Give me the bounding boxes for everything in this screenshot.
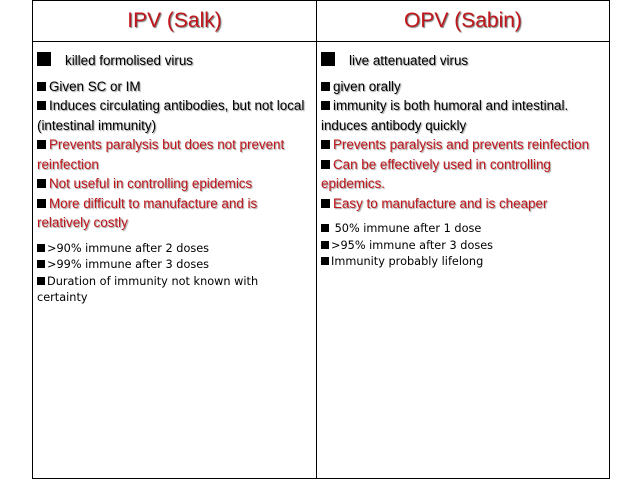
ipv-point-1 [37,51,312,71]
opv-point-text: Can be effectively used in controlling epidemics. [321,156,551,191]
ipv-point-4 [37,135,312,174]
ipv-fact-3 [37,274,312,307]
opv-point-text: immunity is both humoral and intestinal. induces antibody quickly [321,98,569,133]
opv-point-text: live attenuated virus [349,53,469,68]
opv-fact-text: Immunity probably lifelong [331,255,484,268]
header-row [33,1,610,42]
square-bullet-icon [37,179,46,188]
opv-fact-1 [321,221,605,238]
ipv-point-text: Not useful in controlling epidemics [49,176,253,191]
ipv-point-text: killed formolised virus [65,53,193,68]
opv-point-2 [321,77,605,97]
opv-point-text: given orally [333,78,401,94]
ipv-point-text: Given SC or IM [49,78,141,94]
opv-column [317,42,610,479]
square-bullet-icon [321,140,330,149]
opv-point-6 [321,194,605,214]
opv-point-1 [321,51,605,71]
ipv-header: IPV (Salk) [33,1,317,42]
ipv-fact-1 [37,241,312,258]
body-row [33,42,610,479]
square-bullet-icon [321,160,330,169]
square-bullet-icon [37,199,46,208]
ipv-point-6 [37,194,312,233]
square-bullet-icon [321,257,329,265]
square-bullet-icon [37,260,45,268]
opv-point-4 [321,135,605,155]
opv-fact-text: 50% immune after 1 dose [331,222,482,235]
opv-header: OPV (Sabin) [317,1,610,42]
ipv-point-2 [37,77,312,97]
comparison-table [32,0,610,479]
square-bullet-icon [321,241,329,249]
ipv-point-text: Prevents paralysis but does not prevent reinfection [37,137,285,172]
square-bullet-icon [321,101,330,110]
square-bullet-icon [37,244,45,252]
opv-point-3 [321,96,605,135]
ipv-point-3 [37,96,312,135]
ipv-fact-text: >90% immune after 2 doses [47,241,210,255]
opv-point-text: Prevents paralysis and prevents reinfection [333,137,590,152]
square-bullet-icon [37,140,46,149]
ipv-fact-2 [37,257,312,274]
ipv-column [33,42,317,479]
square-bullet-icon [37,82,46,91]
opv-point-text: Easy to manufacture and is cheaper [333,195,548,211]
ipv-point-text: More difficult to manufacture and is relatively costly [37,195,258,230]
opv-fact-text: >95% immune after 3 doses [331,238,494,252]
ipv-fact-text: Duration of immunity not known with certainty [37,274,259,304]
opv-fact-3 [321,254,605,271]
opv-fact-2 [321,238,605,255]
square-bullet-icon [321,52,335,66]
square-bullet-icon [321,199,330,208]
ipv-fact-text: >99% immune after 3 doses [47,258,210,271]
square-bullet-icon [37,277,45,285]
square-bullet-icon [321,82,330,91]
opv-point-5 [321,155,605,194]
square-bullet-icon [37,101,46,110]
ipv-point-5 [37,174,312,194]
square-bullet-icon [37,52,51,66]
square-bullet-icon [321,224,329,232]
ipv-point-text: Induces circulating antibodies, but not local (intestinal immunity) [37,98,305,133]
